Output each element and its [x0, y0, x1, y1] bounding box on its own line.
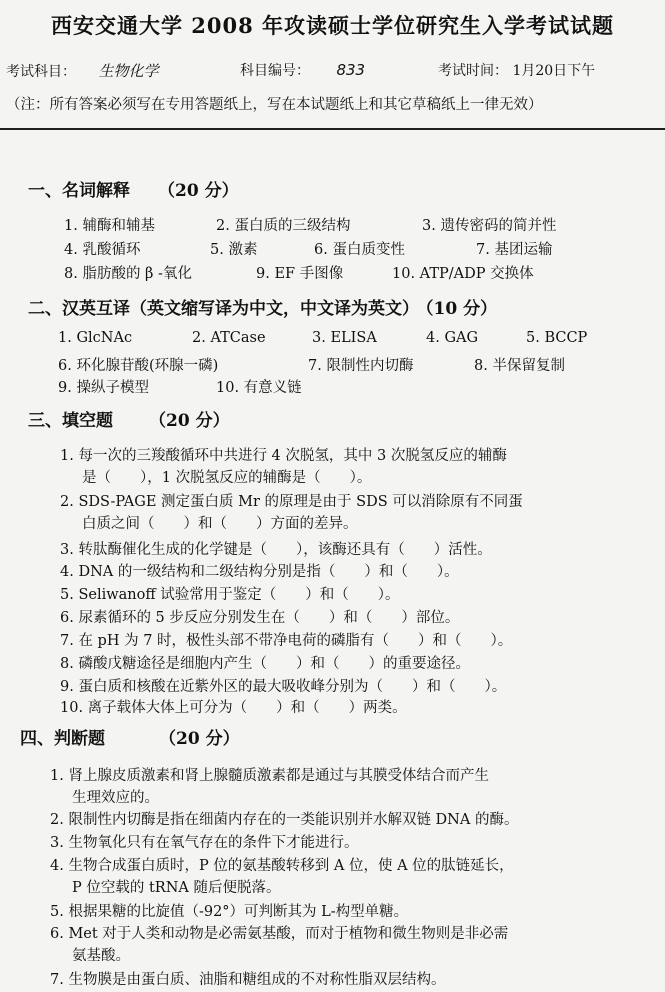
fill-item: 4. DNA 的一级结构和二级结构分别是指（ ）和（ ）。 — [60, 564, 459, 580]
fill-item: 5. Seliwanoff 试验常用于鉴定（ ）和（ ）。 — [60, 587, 400, 603]
subject-value: 生物化学 — [98, 62, 159, 80]
fill-item-cont: 是（ ），1 次脱氢反应的辅酶是（ ）。 — [82, 470, 372, 486]
term-item: 5. 激素 — [210, 242, 258, 258]
translate-item: 5. BCCP — [526, 330, 588, 346]
answer-notice: （注：所有答案必须写在专用答题纸上，写在本试题纸上和其它草稿纸上一律无效） — [6, 97, 543, 113]
translate-item: 10. 有意义链 — [216, 380, 302, 396]
term-item: 2. 蛋白质的三级结构 — [216, 218, 351, 234]
subject-field — [6, 60, 158, 81]
term-item: 9. EF 手图像 — [256, 266, 344, 282]
translate-item: 9. 操纵子模型 — [58, 380, 149, 396]
translate-row — [58, 376, 302, 397]
code-field — [240, 60, 365, 80]
fill-item: 7. 在 pH 为 7 时，极性头部不带净电荷的磷脂有（ ）和（ ）。 — [60, 633, 513, 649]
judge-item: 3. 生物氧化只有在氧气存在的条件下才能进行。 — [50, 835, 359, 851]
term-row — [64, 238, 553, 259]
judge-item-cont: 氨基酸。 — [72, 948, 130, 964]
exam-title: 西安交通大学 2008 年攻读硕士学位研究生入学考试试题 — [50, 13, 615, 38]
term-item: 6. 蛋白质变性 — [314, 242, 405, 258]
term-item: 3. 遗传密码的简并性 — [422, 218, 557, 234]
section-1-heading — [28, 176, 239, 201]
section-title: 三、填空题 — [28, 411, 113, 431]
section-title: 四、判断题 — [20, 729, 105, 749]
term-item: 4. 乳酸循环 — [64, 242, 141, 258]
fill-item: 1. 每一次的三羧酸循环中共进行 4 次脱氢，其中 3 次脱氢反应的辅酶 — [60, 448, 507, 464]
translate-item: 7. 限制性内切酶 — [308, 358, 414, 374]
fill-item: 10. 离子载体大体上可分为（ ）和（ ）两类。 — [60, 700, 407, 716]
judge-item-cont: 生理效应的。 — [72, 790, 159, 806]
translate-item: 3. ELISA — [312, 330, 377, 346]
time-label: 考试时间： — [438, 63, 508, 79]
judge-item: 6. Met 对于人类和动物是必需氨基酸，而对于植物和微生物则是非必需 — [50, 926, 509, 942]
translate-item: 1. GlcNAc — [58, 330, 133, 346]
section-points: （20 分） — [158, 181, 239, 201]
judge-item-cont: P 位空载的 tRNA 随后便脱落。 — [72, 880, 281, 896]
section-2-heading — [28, 294, 497, 319]
translate-row — [58, 330, 588, 346]
judge-item: 2. 限制性内切酶是指在细菌内存在的一类能识别并水解双链 DNA 的酶。 — [50, 812, 519, 828]
judge-item: 5. 根据果糖的比旋值（-92°）可判断其为 L-构型单糖。 — [50, 904, 409, 920]
section-points: （20 分） — [159, 729, 240, 749]
term-item: 8. 脂肪酸的 β -氧化 — [64, 266, 192, 282]
subject-label: 考试科目： — [6, 64, 76, 80]
judge-item: 1. 肾上腺皮质激素和肾上腺髓质激素都是通过与其膜受体结合而产生 — [50, 768, 489, 784]
section-3-heading — [28, 406, 230, 431]
section-title: 二、汉英互译（英文缩写译为中文，中文译为英文） — [28, 299, 419, 319]
translate-item: 2. ATCase — [192, 330, 266, 346]
translate-item: 6. 环化腺苷酸(环腺一磷) — [58, 358, 219, 374]
judge-item: 7. 生物膜是由蛋白质、油脂和糖组成的不对称性脂双层结构。 — [50, 972, 446, 988]
term-item: 10. ATP/ADP 交换体 — [392, 266, 534, 282]
term-item: 1. 辅酶和辅基 — [64, 218, 155, 234]
term-row — [64, 262, 534, 283]
translate-item: 8. 半保留复制 — [474, 358, 565, 374]
section-4-heading — [20, 724, 240, 749]
code-label: 科目编号： — [240, 63, 310, 79]
fill-item: 9. 蛋白质和核酸在近紫外区的最大吸收峰分别为（ ）和（ ）。 — [60, 679, 507, 695]
fill-item: 8. 磷酸戊糖途径是细胞内产生（ ）和（ ）的重要途径。 — [60, 656, 470, 672]
time-field — [438, 60, 595, 80]
fill-item: 6. 尿素循环的 5 步反应分别发生在（ ）和（ ）部位。 — [60, 610, 460, 626]
fill-item: 3. 转肽酶催化生成的化学键是（ ），该酶还具有（ ）活性。 — [60, 542, 492, 558]
term-item: 7. 基团运输 — [476, 242, 553, 258]
section-points: （20 分） — [149, 411, 230, 431]
header-divider — [0, 128, 665, 130]
translate-row — [58, 354, 565, 375]
judge-item: 4. 生物合成蛋白质时，P 位的氨基酸转移到 A 位，使 A 位的肽链延长， — [50, 858, 514, 874]
section-title: 一、名词解释 — [28, 181, 130, 201]
translate-item: 4. GAG — [426, 330, 479, 346]
fill-item-cont: 白质之间（ ）和（ ）方面的差异。 — [82, 516, 358, 532]
fill-item: 2. SDS-PAGE 测定蛋白质 Mr 的原理是由于 SDS 可以消除原有不同蛋 — [60, 494, 523, 510]
term-row — [64, 214, 557, 235]
section-points: （10 分） — [425, 299, 498, 319]
code-value: 833 — [336, 61, 366, 79]
time-value: 1月20日下午 — [512, 63, 596, 79]
